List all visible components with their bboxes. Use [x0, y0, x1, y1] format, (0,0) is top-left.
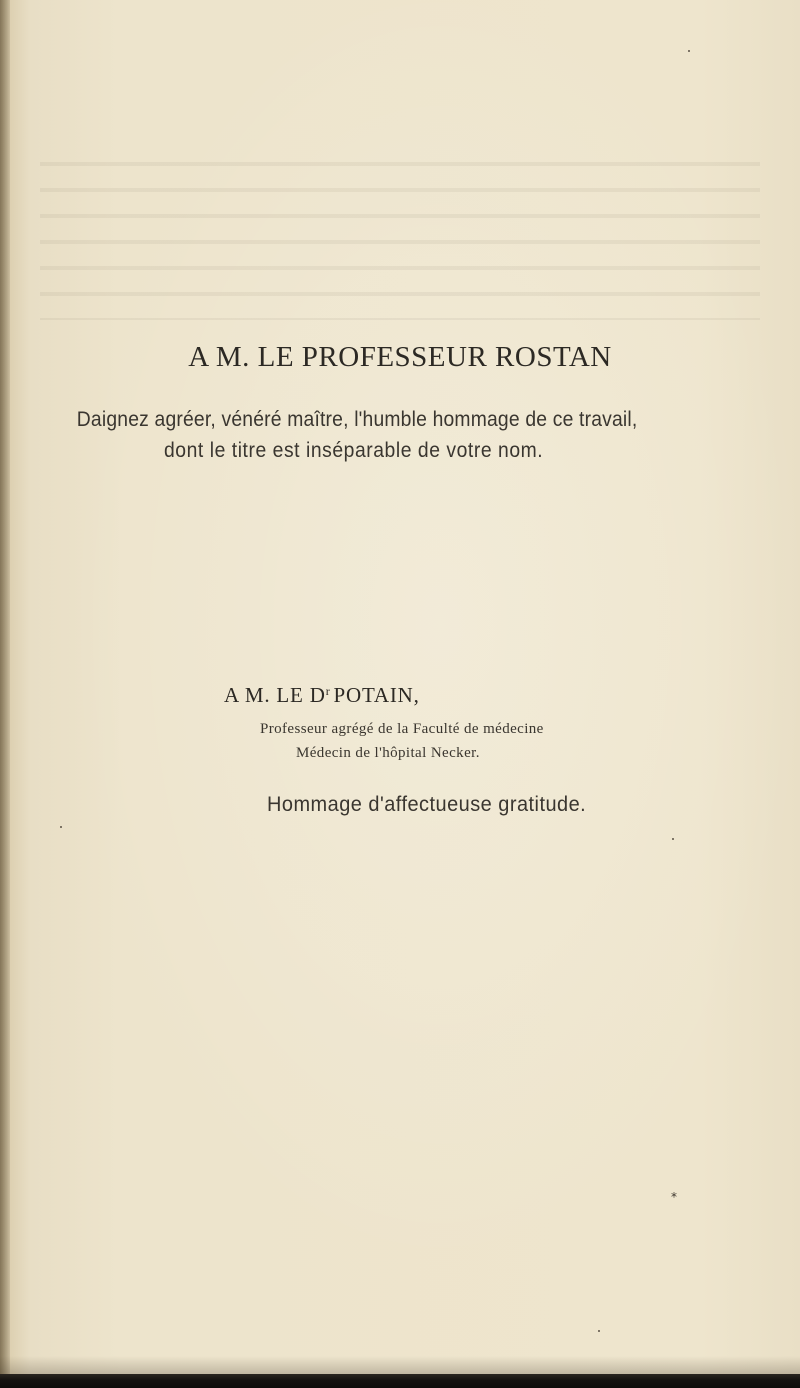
potain-title-line-2: Médecin de l'hôpital Necker.	[296, 745, 480, 761]
paper-speck	[688, 50, 690, 52]
show-through-text	[40, 140, 760, 320]
spine-shadow	[0, 0, 10, 1388]
dedication-rostan-heading: A M. LE PROFESSEUR ROSTAN	[188, 341, 612, 373]
paper-speck	[598, 1330, 600, 1332]
dedication-potain-closing: Hommage d'affectueuse gratitude.	[267, 793, 587, 816]
dedication-rostan-text-line-2: dont le titre est inséparable de votre nom.	[164, 439, 544, 462]
dedication-rostan-text-line-1: Daignez agréer, vénéré maître, l'humble hommage de ce travail,	[76, 408, 638, 431]
dedication-potain-heading-superscript: r	[325, 684, 331, 698]
potain-title-line-1: Professeur agrégé de la Faculté de médecine	[260, 721, 544, 737]
paper-speck	[60, 826, 62, 828]
dedication-potain-heading-suffix: POTAIN,	[333, 683, 420, 707]
dedication-potain-heading	[224, 683, 624, 708]
page-bottom-edge	[0, 1374, 800, 1388]
bottom-edge-shadow	[0, 1356, 800, 1374]
paper-speck	[672, 838, 674, 840]
asterisk-mark: *	[671, 1190, 677, 1204]
dedication-potain-heading-prefix: A M. LE D	[224, 683, 326, 707]
